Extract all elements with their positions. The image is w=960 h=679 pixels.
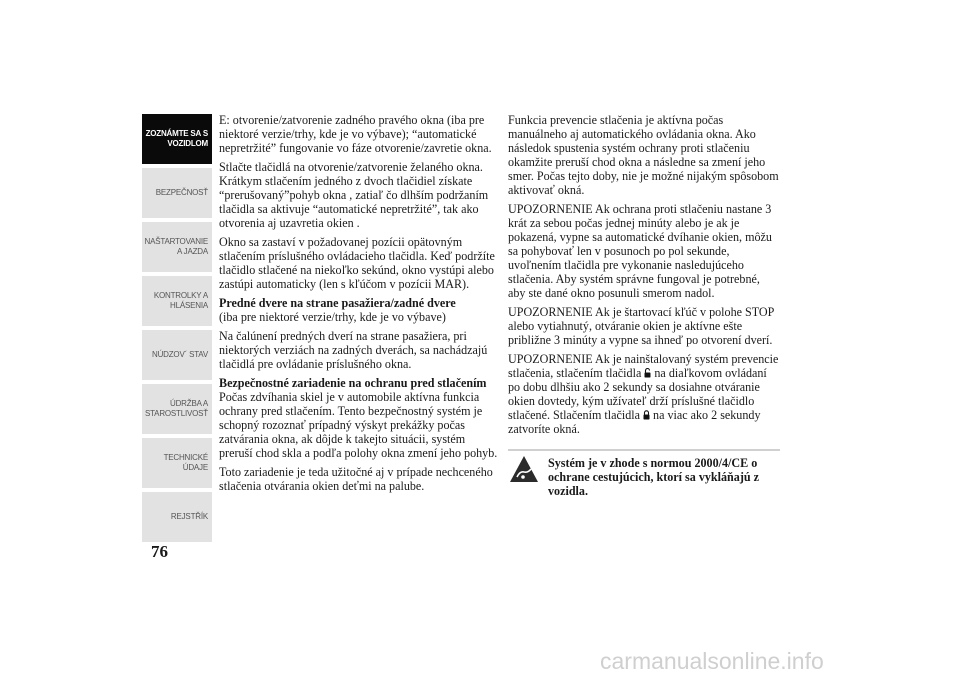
paragraph: (iba pre niektoré verzie/trhy, kde je vo výbave) xyxy=(219,310,446,324)
tab-nudzovy-stav[interactable] xyxy=(142,330,212,381)
paragraph: Funkcia prevencie stlačenia je aktívna počas manuálneho aj automatického ovládania okna. Ako následok spustenia systém ochrany proti stlačeniu okamžite preruší chod okna a následne sa zmení jeho smer. Počas tejto doby, nie je možné nijakým spôsobom aktivovať okná. xyxy=(508,113,779,197)
paragraph: Počas zdvíhania skiel je v automobile aktívna funkcia ochrany pred stlačením. Tento bezpečnostný systém je schopný rozoznať prípadný výskyt prekážky počas zatvárania okna, ak dôjde k takejto situácii, systém preruší chod skla a podľa polohy okna zmení jeho pohyb. xyxy=(219,390,498,460)
warning-divider xyxy=(508,449,780,451)
tab-label-line1: ZOZNÁMTE SA S xyxy=(145,129,208,138)
paragraph: Stlačte tlačidlá na otvorenie/zatvorenie želaného okna. Krátkym stlačením jedného z dvoch tlačidiel získate “prerušovaný”pohyb okna , zatiaľ čo dlhším podržaním tlačidla sa aktivuje “automatické nepretržité”, tak ako otvorenia aj uzavretia okien . xyxy=(219,160,489,230)
tab-nastartovanie-a-jazda[interactable] xyxy=(142,222,212,273)
lock-open-icon xyxy=(644,368,651,378)
section-heading: Bezpečnostné zariadenie na ochranu pred stlačením xyxy=(219,376,487,390)
paragraph: UPOZORNENIE Ak ochrana proti stlačeniu nastane 3 krát za sebou počas jednej minúty alebo je ak je pokazená, vypne sa automatické dvíhanie okien, môžu sa pohybovať len v posunoch po pol sekunde, uvoľnením tlačidla pre vykonanie nasledujúceho stlačenia. Aby systém správne fungoval je potrebné, aby ste dané okno posunuli smerom nadol. xyxy=(508,202,772,300)
tab-label-line2: HLÁSENIA xyxy=(170,301,208,310)
warning-text: Systém je v zhode s normou 2000/4/CE o ochrane cestujúcich, ktorí sa vykláňajú z vozidla. xyxy=(548,456,759,498)
text-segment: na diaľkovom ovládaní po dobu dlhšiu ako 2 sekundy sa dosiahne otváranie okien dovtedy, kým užívateľ drží príslušné tlačidlo stlačené. Stlačením tlačidla xyxy=(508,366,767,422)
tab-rejstrik[interactable] xyxy=(142,492,212,543)
paragraph: Toto zariadenie je teda užitočné aj v prípade nechceného stlačenia otvárania okien deťmi na palube. xyxy=(219,465,493,493)
left-column xyxy=(219,113,501,498)
warning-triangle-icon xyxy=(508,454,540,484)
right-column xyxy=(508,113,780,441)
tab-bezpecnost[interactable] xyxy=(142,168,212,219)
tab-label-line1: ÚDRŽBA A xyxy=(170,399,208,408)
warning-box xyxy=(508,453,780,509)
paragraph: UPOZORNENIE Ak je štartovací kľúč v polohe STOP alebo vytiahnutý, otváranie okien je aktívne ešte približne 3 minúty a vypne sa ihneď po otvorení dverí. xyxy=(508,305,774,347)
text-segment: na viac ako 2 sekundy zatvoríte okná. xyxy=(508,408,761,436)
tab-label-line1: TECHNICKÉ xyxy=(163,453,208,462)
paragraph: E: otvorenie/zatvorenie zadného pravého okna (iba pre niektoré verzie/trhy, kde je vo výbave); “automatické nepretržité” fungovanie vo fáze otvorenie/zavretie okna. xyxy=(219,113,492,155)
tab-zoznamte-sa-s-vozidlom[interactable] xyxy=(142,114,212,165)
tab-label-line1: KONTROLKY A xyxy=(153,291,208,300)
tab-label-line2: VOZIDLOM xyxy=(167,139,208,148)
lock-closed-icon xyxy=(643,410,650,420)
section-heading: Predné dvere na strane pasažiera/zadné dvere xyxy=(219,296,456,310)
tab-label-line1: NAŠTARTOVANIE xyxy=(144,237,208,246)
tab-technicke-udaje[interactable] xyxy=(142,438,212,489)
tab-label-line2: A JAZDA xyxy=(176,247,208,256)
tab-label-line1: BEZPEČNOSŤ xyxy=(155,188,208,197)
tab-udrzba-a-starostlivost[interactable] xyxy=(142,384,212,435)
paragraph: Okno sa zastaví v požadovanej pozícii opätovným stlačením príslušného ovládacieho tlačidla. Keď podržíte tlačidlo stlačené na niekoľko sekúnd, okno vystúpi alebo zastúpi automaticky (len s kľúčom v pozícii MAR). xyxy=(219,235,495,291)
tab-label-line1: REJSTŘÍK xyxy=(170,512,208,521)
watermark: carmanualsonline.info xyxy=(600,648,824,674)
tab-kontrolky-a-hlasenia[interactable] xyxy=(142,276,212,327)
tab-label-line2: STAROSTLIVOSŤ xyxy=(144,409,208,418)
paragraph: Na čalúnení predných dverí na strane pasažiera, pri niektorých verziách na zadných dverách, sa nachádzajú tlačidlá pre ovládanie príslušného okna. xyxy=(219,329,488,371)
tab-label-line2: ÚDAJE xyxy=(182,463,208,472)
tab-label-line1: NÚDZOV´ STAV xyxy=(152,350,208,359)
paragraph-with-icons xyxy=(508,352,780,436)
page-number: 76 xyxy=(151,542,168,561)
text-segment: UPOZORNENIE Ak je nainštalovaný systém prevencie stlačenia, stlačením tlačidla xyxy=(508,352,779,380)
chapter-sidebar xyxy=(142,114,212,544)
